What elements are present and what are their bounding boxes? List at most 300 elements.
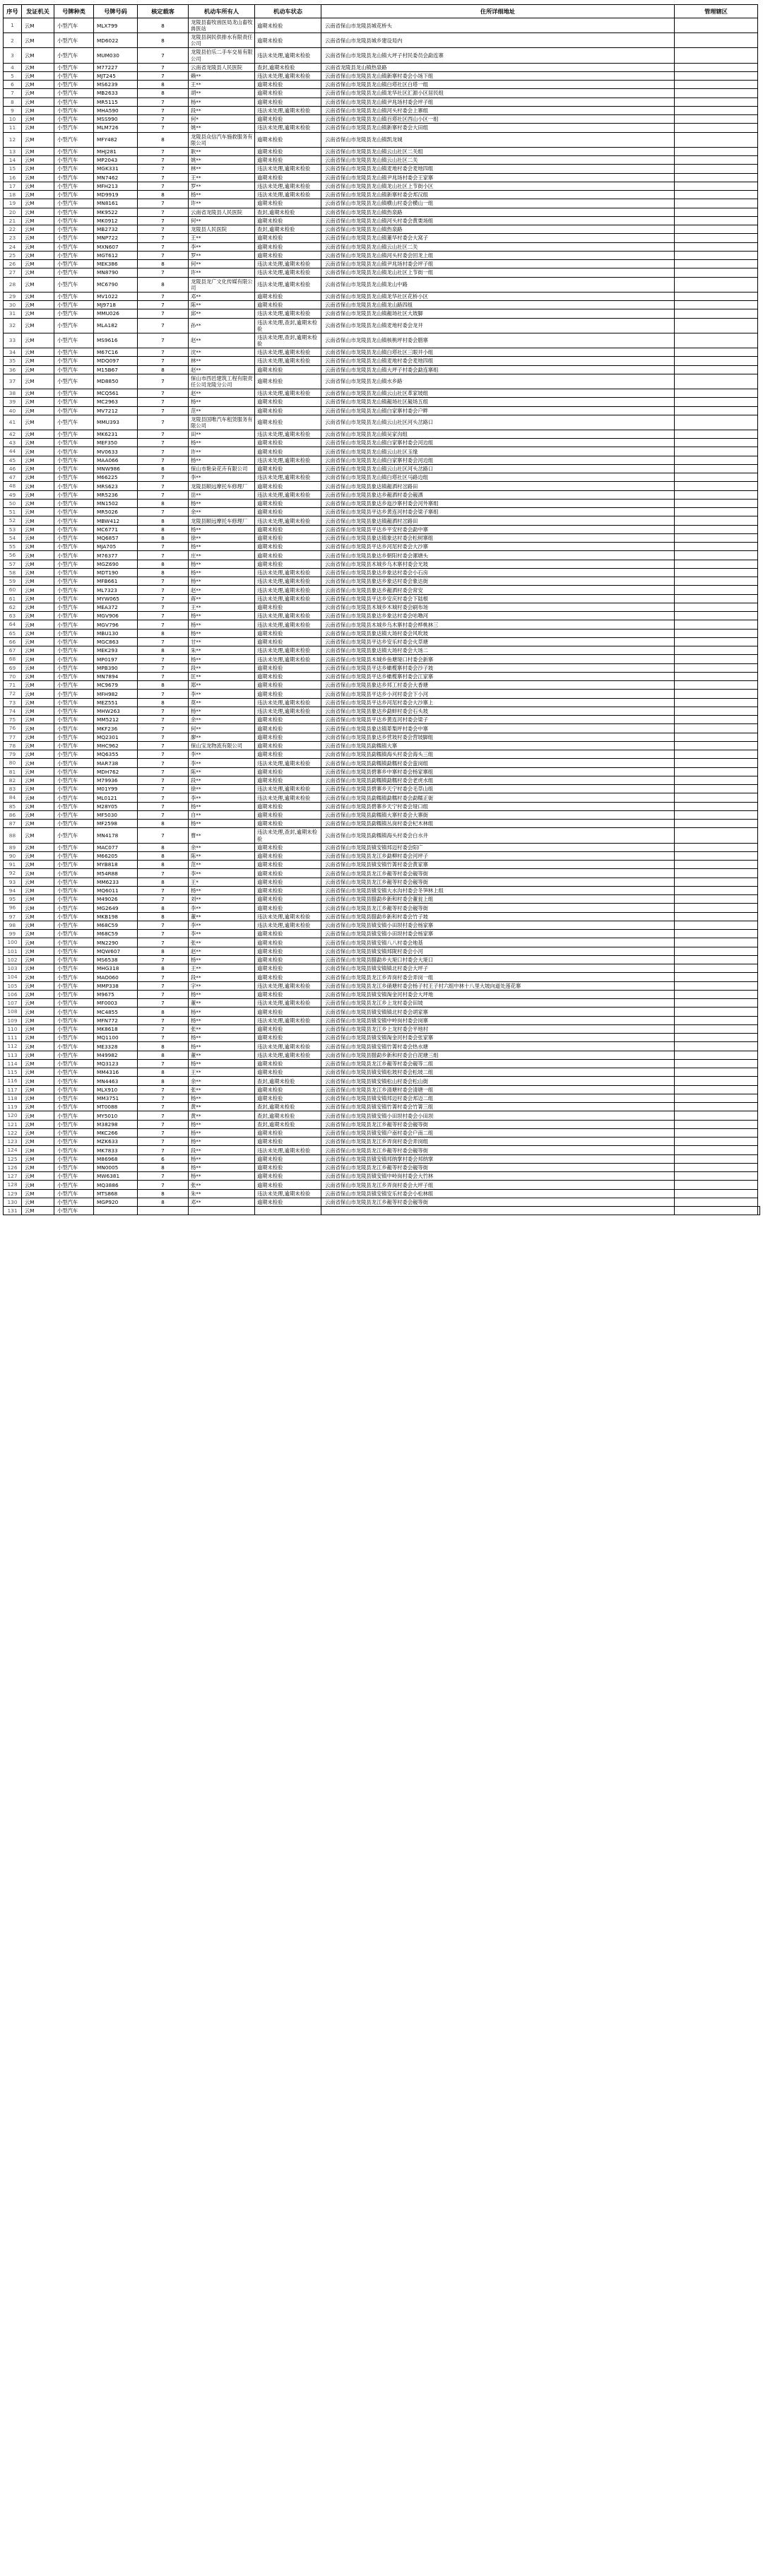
cell-plate-no: MJA705	[94, 543, 138, 551]
cell-state: 逾期未检验	[255, 551, 321, 560]
cell-owner: 姚**	[189, 124, 255, 132]
cell-address: 云南省保山市龙陵县龙江乡弄岗村委会大坪子组	[321, 1181, 675, 1189]
cell-plate-no: MN1502	[94, 499, 138, 507]
cell-address: 云南省保山市龙陵县平达乡黄连河村委会梁子	[321, 716, 675, 724]
cell-plate-type: 小型汽车	[54, 1120, 94, 1128]
cell-seats: 7	[138, 301, 189, 309]
cell-address: 云南省保山市龙陵县腊勐乡新和村委会竹子坡	[321, 912, 675, 921]
cell-plate-type: 小型汽车	[54, 955, 94, 964]
cell-plate-type: 小型汽车	[54, 1051, 94, 1059]
cell-zone	[675, 594, 758, 603]
cell-state: 逾期未检验	[255, 251, 321, 259]
cell-issuing-org: 云M	[22, 1154, 54, 1163]
cell-plate-no: MEK386	[94, 260, 138, 268]
cell-address: 云南省保山市龙陵县龙山镇龙山社区上节街一组	[321, 268, 675, 277]
cell-state: 逾期未检验	[255, 1085, 321, 1094]
cell-owner: 许**	[189, 199, 255, 208]
table-row	[4, 1059, 760, 1068]
cell-address: 云南省保山市龙陵县龙江乡赧等村委会赧等二组	[321, 1059, 675, 1068]
cell-owner: 杨**	[189, 990, 255, 998]
cell-zone	[675, 499, 758, 507]
cell-index: 90	[4, 851, 22, 860]
table-row	[4, 810, 760, 819]
cell-address: 云南省保山市龙陵县平达乡黄连河村委会梁子寨组	[321, 508, 675, 516]
cell-plate-no: MMP338	[94, 981, 138, 990]
cell-zone	[675, 741, 758, 750]
cell-plate-type: 小型汽车	[54, 810, 94, 819]
cell-issuing-org: 云M	[22, 1016, 54, 1024]
cell-issuing-org: 云M	[22, 1094, 54, 1102]
cell-issuing-org: 云M	[22, 464, 54, 473]
cell-issuing-org: 云M	[22, 1120, 54, 1128]
cell-owner: 段**	[189, 663, 255, 672]
cell-state: 逾期未检验	[255, 750, 321, 759]
cell-plate-no: MG2649	[94, 904, 138, 912]
cell-issuing-org: 云M	[22, 508, 54, 516]
cell-seats: 7	[138, 1085, 189, 1094]
cell-owner: 张**	[189, 1085, 255, 1094]
table-row	[4, 508, 760, 516]
cell-index: 21	[4, 216, 22, 225]
cell-zone	[675, 886, 758, 894]
cell-plate-type: 小型汽车	[54, 1008, 94, 1016]
cell-state: 逾期未检验	[255, 810, 321, 819]
cell-plate-no: MFH982	[94, 690, 138, 698]
cell-index: 9	[4, 106, 22, 114]
cell-owner: 甘**	[189, 637, 255, 646]
cell-address: 云南省保山市龙陵县龙江乡上龙村委会田坡	[321, 999, 675, 1008]
cell-plate-no: MGK331	[94, 165, 138, 173]
cell-owner: 自**	[189, 810, 255, 819]
cell-issuing-org: 云M	[22, 165, 54, 173]
cell-address: 云南省保山市龙陵县镇安镇淘金河村委会张家寨	[321, 1034, 675, 1042]
cell-plate-type: 小型汽车	[54, 921, 94, 929]
cell-owner: 余**	[189, 843, 255, 851]
cell-zone	[675, 357, 758, 365]
cell-state: 违法未处理,逾期未检验	[255, 516, 321, 525]
cell-seats: 7	[138, 48, 189, 63]
cell-plate-no: MLA182	[94, 318, 138, 333]
cell-plate-no: MS6538	[94, 955, 138, 964]
cell-plate-type: 小型汽车	[54, 430, 94, 438]
cell-zone	[675, 208, 758, 216]
cell-address: 云南省保山市龙陵县平达乡河尾村委会大沙寨上	[321, 698, 675, 707]
cell-issuing-org: 云M	[22, 132, 54, 147]
cell-issuing-org: 云M	[22, 1163, 54, 1171]
cell-zone	[675, 672, 758, 680]
table-header-row	[4, 5, 760, 18]
cell-zone	[675, 115, 758, 124]
cell-plate-no: MHC962	[94, 741, 138, 750]
cell-owner: 范**	[189, 406, 255, 415]
cell-plate-type: 小型汽车	[54, 707, 94, 715]
cell-seats: 8	[138, 18, 189, 33]
cell-zone	[675, 89, 758, 98]
cell-plate-no: MN2290	[94, 938, 138, 947]
table-row	[4, 981, 760, 990]
cell-issuing-org: 云M	[22, 724, 54, 733]
cell-seats: 7	[138, 456, 189, 464]
cell-state: 逾期未检验	[255, 947, 321, 955]
cell-zone	[675, 260, 758, 268]
cell-index: 78	[4, 741, 22, 750]
cell-state: 违法未处理,逾期未检验	[255, 594, 321, 603]
cell-seats: 7	[138, 586, 189, 594]
cell-seats: 7	[138, 1059, 189, 1068]
cell-index: 73	[4, 698, 22, 707]
cell-index: 85	[4, 802, 22, 810]
cell-seats: 7	[138, 406, 189, 415]
cell-seats: 7	[138, 430, 189, 438]
cell-address: 云南省保山市龙陵县龙山镇热泉路	[321, 208, 675, 216]
cell-issuing-org: 云M	[22, 333, 54, 348]
cell-zone	[675, 707, 758, 715]
cell-index: 36	[4, 365, 22, 374]
table-row	[4, 1163, 760, 1171]
cell-plate-type: 小型汽车	[54, 603, 94, 611]
column-header-index: 序号	[4, 5, 22, 18]
cell-index: 49	[4, 490, 22, 499]
cell-seats: 8	[138, 33, 189, 48]
cell-seats: 7	[138, 1024, 189, 1033]
cell-address: 云南省保山市龙陵县龙山镇百塔社区西山小区一组	[321, 115, 675, 124]
cell-index: 24	[4, 242, 22, 251]
cell-owner: 杨**	[189, 802, 255, 810]
cell-index: 59	[4, 577, 22, 586]
cell-address: 云南省保山市龙陵县镇安镇邦迈村委会邦迈二组	[321, 1094, 675, 1102]
cell-address: 云南省保山市龙陵县象达镇大场村委会大场二	[321, 646, 675, 655]
cell-index: 126	[4, 1163, 22, 1171]
cell-state: 违法未处理,逾期未检验	[255, 1189, 321, 1198]
cell-address: 云南省保山市龙陵县龙江乡弄岗村委会弄岗一组	[321, 973, 675, 981]
cell-issuing-org: 云M	[22, 234, 54, 242]
cell-address: 云南省保山市龙陵县象达乡象达村委会小石房	[321, 568, 675, 577]
cell-owner: 徐**	[189, 533, 255, 542]
table-row	[4, 533, 760, 542]
cell-plate-type: 小型汽车	[54, 767, 94, 776]
cell-zone	[675, 33, 758, 48]
cell-issuing-org: 云M	[22, 115, 54, 124]
cell-owner: 何**	[189, 216, 255, 225]
cell-index: 28	[4, 277, 22, 292]
cell-state: 逾期未检验	[255, 1128, 321, 1137]
cell-address: 云南省保山市龙陵县龙江乡赧等村委会赧等街	[321, 904, 675, 912]
cell-address: 云南省保山市龙陵县平达乡橄榄寨村委会沙子坡	[321, 663, 675, 672]
cell-index: 22	[4, 225, 22, 234]
table-row	[4, 620, 760, 629]
cell-zone	[675, 374, 758, 389]
cell-zone	[675, 406, 758, 415]
cell-state: 逾期未检验	[255, 851, 321, 860]
cell-seats: 8	[138, 681, 189, 690]
cell-index: 25	[4, 251, 22, 259]
cell-address: 云南省保山市龙陵县镇安镇竹箐村委会竹箐三组	[321, 1103, 675, 1111]
cell-zone	[675, 1094, 758, 1102]
cell-index: 99	[4, 930, 22, 938]
cell-issuing-org: 云M	[22, 551, 54, 560]
cell-state: 逾期未检验	[255, 1198, 321, 1206]
cell-owner: 张**	[189, 938, 255, 947]
table-row	[4, 690, 760, 698]
cell-index: 3	[4, 48, 22, 63]
cell-address: 云南省保山市龙陵县龙山镇大坪子村委会勐连寨组	[321, 365, 675, 374]
cell-zone	[675, 869, 758, 878]
table-row	[4, 663, 760, 672]
cell-plate-type: 小型汽车	[54, 406, 94, 415]
cell-plate-type: 小型汽车	[54, 904, 94, 912]
cell-issuing-org: 云M	[22, 655, 54, 663]
table-row	[4, 216, 760, 225]
cell-state: 逾期未检验	[255, 482, 321, 490]
cell-owner: 庄**	[189, 551, 255, 560]
cell-issuing-org: 云M	[22, 89, 54, 98]
cell-owner: 杨**	[189, 456, 255, 464]
cell-plate-no: MV7212	[94, 406, 138, 415]
cell-issuing-org: 云M	[22, 490, 54, 499]
cell-seats: 7	[138, 225, 189, 234]
cell-zone	[675, 98, 758, 106]
cell-state: 违法未处理,逾期未检验	[255, 309, 321, 318]
cell-seats: 8	[138, 1163, 189, 1171]
cell-seats: 7	[138, 173, 189, 182]
cell-index: 79	[4, 750, 22, 759]
cell-index: 20	[4, 208, 22, 216]
cell-state: 逾期未检验	[255, 767, 321, 776]
cell-seats: 8	[138, 81, 189, 89]
cell-plate-type: 小型汽车	[54, 1068, 94, 1077]
cell-index: 110	[4, 1024, 22, 1033]
cell-state: 查封,逾期未检验	[255, 1077, 321, 1085]
table-row	[4, 930, 760, 938]
table-row	[4, 1034, 760, 1042]
cell-zone	[675, 456, 758, 464]
cell-owner: 龙陵县顺远摩托车修理厂	[189, 482, 255, 490]
cell-index: 19	[4, 199, 22, 208]
cell-issuing-org: 云M	[22, 106, 54, 114]
cell-address: 云南省保山市龙陵县龙江乡上龙村委会平地村	[321, 1024, 675, 1033]
table-row	[4, 447, 760, 456]
cell-index: 13	[4, 147, 22, 155]
table-row	[4, 629, 760, 637]
cell-plate-no: M15B67	[94, 365, 138, 374]
cell-index: 75	[4, 716, 22, 724]
cell-index: 122	[4, 1128, 22, 1137]
table-row	[4, 165, 760, 173]
cell-owner: 杨**	[189, 707, 255, 715]
table-row	[4, 947, 760, 955]
table-row	[4, 301, 760, 309]
cell-issuing-org: 云M	[22, 33, 54, 48]
cell-index: 66	[4, 637, 22, 646]
cell-address: 云南省保山市龙陵县碧寨乡天宁村委会垭口组	[321, 802, 675, 810]
cell-zone	[675, 234, 758, 242]
cell-plate-no: MM6233	[94, 878, 138, 886]
cell-plate-no: MQ2301	[94, 733, 138, 741]
cell-plate-no: MM4316	[94, 1068, 138, 1077]
cell-state: 逾期未检验	[255, 802, 321, 810]
cell-state: 违法未处理,查封,逾期未检验	[255, 828, 321, 843]
cell-seats: 7	[138, 724, 189, 733]
cell-plate-type: 小型汽车	[54, 1181, 94, 1189]
cell-owner: 郑**	[189, 681, 255, 690]
cell-owner: 董**	[189, 999, 255, 1008]
table-row	[4, 191, 760, 199]
table-row	[4, 333, 760, 348]
cell-seats: 7	[138, 594, 189, 603]
cell-plate-type: 小型汽车	[54, 973, 94, 981]
cell-plate-type: 小型汽车	[54, 106, 94, 114]
table-row	[4, 785, 760, 793]
cell-address: 云南省保山市龙陵县龙江乡硝塘村委会杨子村王子村六组中林十八里大坡向道处莲花寨	[321, 981, 675, 990]
cell-state: 逾期未检验	[255, 690, 321, 698]
cell-plate-no: MLX910	[94, 1085, 138, 1094]
table-row	[4, 268, 760, 277]
cell-issuing-org: 云M	[22, 124, 54, 132]
table-row	[4, 318, 760, 333]
cell-seats: 7	[138, 707, 189, 715]
cell-state: 逾期未检验	[255, 724, 321, 733]
cell-plate-type: 小型汽车	[54, 292, 94, 300]
cell-owner: 杨**	[189, 620, 255, 629]
cell-state: 违法未处理,逾期未检验	[255, 707, 321, 715]
cell-plate-type: 小型汽车	[54, 759, 94, 767]
cell-plate-no: M01Y99	[94, 785, 138, 793]
cell-state: 逾期未检验	[255, 1034, 321, 1042]
cell-owner: 杨**	[189, 577, 255, 586]
cell-zone	[675, 1068, 758, 1077]
cell-seats: 7	[138, 785, 189, 793]
cell-plate-type: 小型汽车	[54, 115, 94, 124]
cell-zone	[675, 439, 758, 447]
cell-state: 逾期未检验	[255, 173, 321, 182]
cell-state: 查封,逾期未检验	[255, 1103, 321, 1111]
cell-state: 逾期未检验	[255, 216, 321, 225]
cell-issuing-org: 云M	[22, 707, 54, 715]
cell-state: 逾期未检验	[255, 973, 321, 981]
cell-plate-type: 小型汽车	[54, 499, 94, 507]
table-row	[4, 516, 760, 525]
cell-index: 121	[4, 1120, 22, 1128]
cell-issuing-org: 云M	[22, 473, 54, 482]
table-row	[4, 1120, 760, 1128]
cell-plate-no: M54R88	[94, 869, 138, 878]
cell-plate-no: MK6231	[94, 430, 138, 438]
cell-plate-no: MK9522	[94, 208, 138, 216]
cell-issuing-org: 云M	[22, 225, 54, 234]
cell-state: 逾期未检验	[255, 374, 321, 389]
cell-plate-no: MGZ690	[94, 560, 138, 568]
cell-owner: 曹**	[189, 828, 255, 843]
cell-address: 云南省龙陵县龙山镇热泉路	[321, 63, 675, 71]
table-row	[4, 1154, 760, 1163]
table-row	[4, 357, 760, 365]
cell-seats: 7	[138, 921, 189, 929]
cell-zone	[675, 895, 758, 904]
cell-plate-no: MGV906	[94, 612, 138, 620]
table-row	[4, 173, 760, 182]
cell-issuing-org: 云M	[22, 904, 54, 912]
cell-state: 违法未处理,逾期未检验	[255, 357, 321, 365]
cell-state: 逾期未检验	[255, 681, 321, 690]
cell-state: 逾期未检验	[255, 1172, 321, 1181]
cell-seats: 7	[138, 716, 189, 724]
cell-address: 云南省保山市龙陵县龙山镇龙山中路	[321, 277, 675, 292]
cell-issuing-org: 云M	[22, 156, 54, 165]
cell-plate-type: 小型汽车	[54, 990, 94, 998]
cell-plate-type: 小型汽车	[54, 260, 94, 268]
cell-state: 违法未处理,逾期未检验	[255, 191, 321, 199]
cell-issuing-org: 云M	[22, 1146, 54, 1154]
cell-address: 云南省保山市龙陵县镇安镇竹箐村委会黄家寨	[321, 861, 675, 869]
cell-state: 逾期未检验	[255, 861, 321, 869]
cell-plate-no: MZK633	[94, 1138, 138, 1146]
cell-issuing-org: 云M	[22, 216, 54, 225]
cell-zone	[675, 904, 758, 912]
cell-address: 云南省保山市龙陵县腊勐乡新和村委会白泥塘三组	[321, 1051, 675, 1059]
cell-zone	[675, 277, 758, 292]
cell-address: 云南省保山市龙陵县镇安镇邦纳掌村委会邦纳掌	[321, 1154, 675, 1163]
cell-seats: 7	[138, 473, 189, 482]
cell-address: 云南省保山市龙陵县龙江乡弄岗村委会弄岗组	[321, 1138, 675, 1146]
cell-address: 云南省保山市龙陵县镇安镇小田坝村委会杨家寨	[321, 930, 675, 938]
cell-zone	[675, 447, 758, 456]
cell-seats: 7	[138, 63, 189, 71]
cell-seats: 7	[138, 895, 189, 904]
table-row	[4, 741, 760, 750]
cell-plate-type: 小型汽车	[54, 365, 94, 374]
cell-plate-type: 小型汽车	[54, 663, 94, 672]
cell-plate-no: MHW263	[94, 707, 138, 715]
cell-owner: 字**	[189, 981, 255, 990]
cell-issuing-org: 云M	[22, 820, 54, 828]
cell-plate-type: 小型汽车	[54, 851, 94, 860]
column-header-address: 住所详细地址	[321, 5, 675, 18]
cell-zone	[675, 333, 758, 348]
cell-owner: 许**	[189, 268, 255, 277]
cell-index: 56	[4, 551, 22, 560]
cell-plate-type: 小型汽车	[54, 348, 94, 357]
cell-plate-no: M66225	[94, 473, 138, 482]
cell-state: 逾期未检验	[255, 132, 321, 147]
cell-issuing-org: 云M	[22, 594, 54, 603]
cell-plate-no: MN7462	[94, 173, 138, 182]
cell-address: 云南省保山市龙陵县龙山镇水乡路	[321, 374, 675, 389]
cell-owner: 杨**	[189, 886, 255, 894]
cell-zone	[675, 690, 758, 698]
cell-address: 云南省保山市龙陵县象达乡赧洒村委会常安	[321, 586, 675, 594]
cell-seats: 7	[138, 886, 189, 894]
cell-index: 8	[4, 98, 22, 106]
cell-owner: 赵**	[189, 333, 255, 348]
cell-index: 92	[4, 869, 22, 878]
cell-address: 云南省保山市龙陵县龙山镇吴家沟组	[321, 430, 675, 438]
cell-seats: 8	[138, 499, 189, 507]
cell-state: 逾期未检验	[255, 1163, 321, 1171]
table-row	[4, 921, 760, 929]
cell-owner: 杨**	[189, 1154, 255, 1163]
cell-index: 23	[4, 234, 22, 242]
cell-owner: 徐**	[189, 785, 255, 793]
cell-plate-type: 小型汽车	[54, 895, 94, 904]
cell-plate-no: MQ6355	[94, 750, 138, 759]
table-row	[4, 81, 760, 89]
cell-issuing-org: 云M	[22, 1059, 54, 1068]
cell-issuing-org: 云M	[22, 646, 54, 655]
cell-plate-no: MMU393	[94, 415, 138, 430]
cell-owner: 朱**	[189, 646, 255, 655]
cell-owner: 许**	[189, 447, 255, 456]
cell-zone	[675, 912, 758, 921]
